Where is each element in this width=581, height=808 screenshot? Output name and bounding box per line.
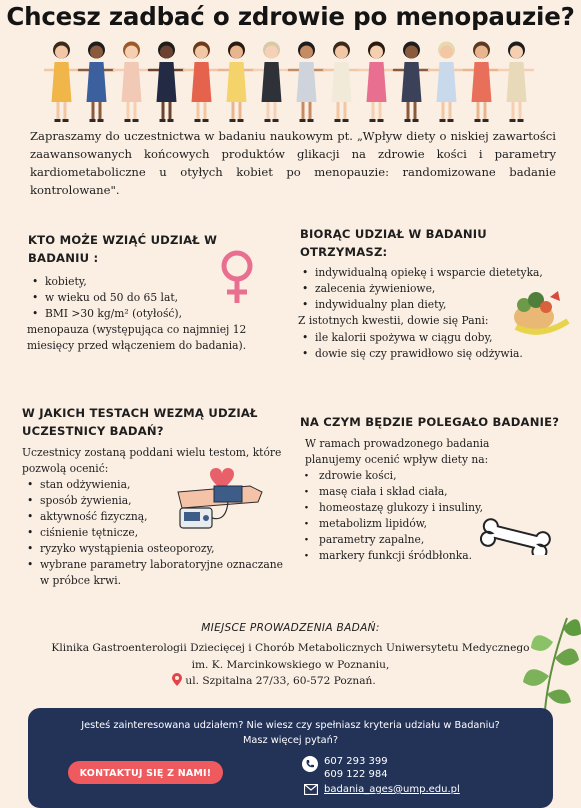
intro-paragraph: Zapraszamy do uczestnictwa w badaniu naukowym pt. „Wpływ diety o niskiej zawartości zaawansowanych końcowych produktów glikacji na zdrowie kości i parametry kardiometaboliczne u otyłych kobiet po menopauzie: randomizowane badanie kontrolowane". — [30, 129, 556, 197]
list-item: • sposób żywienia, — [25, 493, 285, 509]
list-item: • stan odżywienia, — [25, 477, 285, 493]
female-symbol-icon — [215, 248, 259, 306]
footer-question-line-2: Masz więcej pytań? — [242, 735, 339, 746]
list-item: • zalecenia żywieniowe, — [300, 281, 580, 297]
email-link[interactable]: badania_ages@ump.edu.pl — [324, 784, 460, 795]
who-note: menopauza (występująca co najmniej 12 miesięcy przed włączeniem do badania). — [27, 323, 247, 352]
venue-heading: MIEJSCE PROWADZENIA BADAŃ: — [201, 622, 380, 634]
list-item: • wybrane parametry laboratoryjne oznaczane w próbce krwi. — [25, 557, 285, 589]
phone-icon — [302, 756, 318, 772]
who-heading: KTO MOŻE WZIĄĆ UDZIAŁ W BADANIU : — [28, 233, 218, 265]
list-item: · metabolizm lipidów, — [304, 516, 534, 532]
phone-number-1[interactable]: 607 293 399 — [324, 756, 388, 767]
women-group-illustration — [44, 40, 534, 124]
study-lead: W ramach prowadzonego badania planujemy ocenić wpływ diety na: — [305, 437, 490, 466]
email-icon — [304, 784, 318, 795]
contact-us-button[interactable]: KONTAKTUJ SIĘ Z NAMI! — [68, 761, 223, 784]
list-item: • w wieku od 50 do 65 lat, — [30, 290, 270, 306]
list-item: · masę ciała i skład ciała, — [304, 484, 534, 500]
tests-heading: W JAKICH TESTACH WEZMĄ UDZIAŁ UCZESTNICY BADAŃ? — [22, 406, 258, 438]
list-item: · homeostazę glukozy i insuliny, — [304, 500, 534, 516]
blood-pressure-monitor-icon — [170, 462, 268, 532]
contact-footer — [28, 708, 553, 808]
list-item: • indywidualną opiekę i wsparcie dietetyka, — [300, 265, 580, 281]
tests-lead: Uczestnicy zostaną poddani wielu testom, które pozwolą ocenić: — [22, 446, 282, 475]
footer-question — [28, 718, 553, 748]
list-item: • ile kalorii spożywa w ciągu doby, — [300, 330, 580, 346]
list-item: • ryzyko wystąpienia osteoporozy, — [25, 541, 285, 557]
bone-icon — [480, 517, 552, 555]
list-item: • aktywność fizyczną, — [25, 509, 285, 525]
benefits-lead: Z istotnych kwestii, dowie się Pani: — [298, 314, 489, 327]
list-item: · parametry zapalne, — [304, 532, 534, 548]
footer-question-line-1: Jesteś zainteresowana udziałem? Nie wiesz czy spełniasz kryteria udziału w Badaniu? — [81, 720, 500, 731]
address-text: ul. Szpitalna 27/33, 60-572 Poznań. — [185, 675, 376, 687]
vegetables-measuring-tape-icon — [510, 287, 572, 339]
list-item: · markery funkcji śródbłonka. — [304, 548, 534, 564]
page-title: Chcesz zadbać o zdrowie po menopauzie? — [6, 2, 575, 31]
list-item: • dowie się czy prawidłowo się odżywia. — [300, 346, 580, 362]
venue-line-2: im. K. Marcinkowskiego w Poznaniu, — [191, 659, 390, 671]
venue-address — [172, 673, 376, 689]
list-item: • indywidualny plan diety, — [300, 297, 580, 313]
location-pin-icon — [172, 673, 182, 686]
phone-number-2[interactable]: 609 122 984 — [324, 769, 388, 780]
study-heading: NA CZYM BĘDZIE POLEGAŁO BADANIE? — [300, 415, 560, 429]
list-item: • kobiety, — [30, 274, 270, 290]
list-item: • BMI >30 kg/m² (otyłość), — [30, 306, 270, 322]
list-item: · zdrowie kości, — [304, 468, 534, 484]
list-item: • ciśnienie tętnicze, — [25, 525, 285, 541]
venue-line-1: Klinika Gastroenterologii Dziecięcej i Chorób Metabolicznych Uniwersytetu Medycznego — [51, 642, 530, 654]
benefits-heading: BIORĄC UDZIAŁ W BADANIU OTRZYMASZ: — [300, 227, 487, 259]
